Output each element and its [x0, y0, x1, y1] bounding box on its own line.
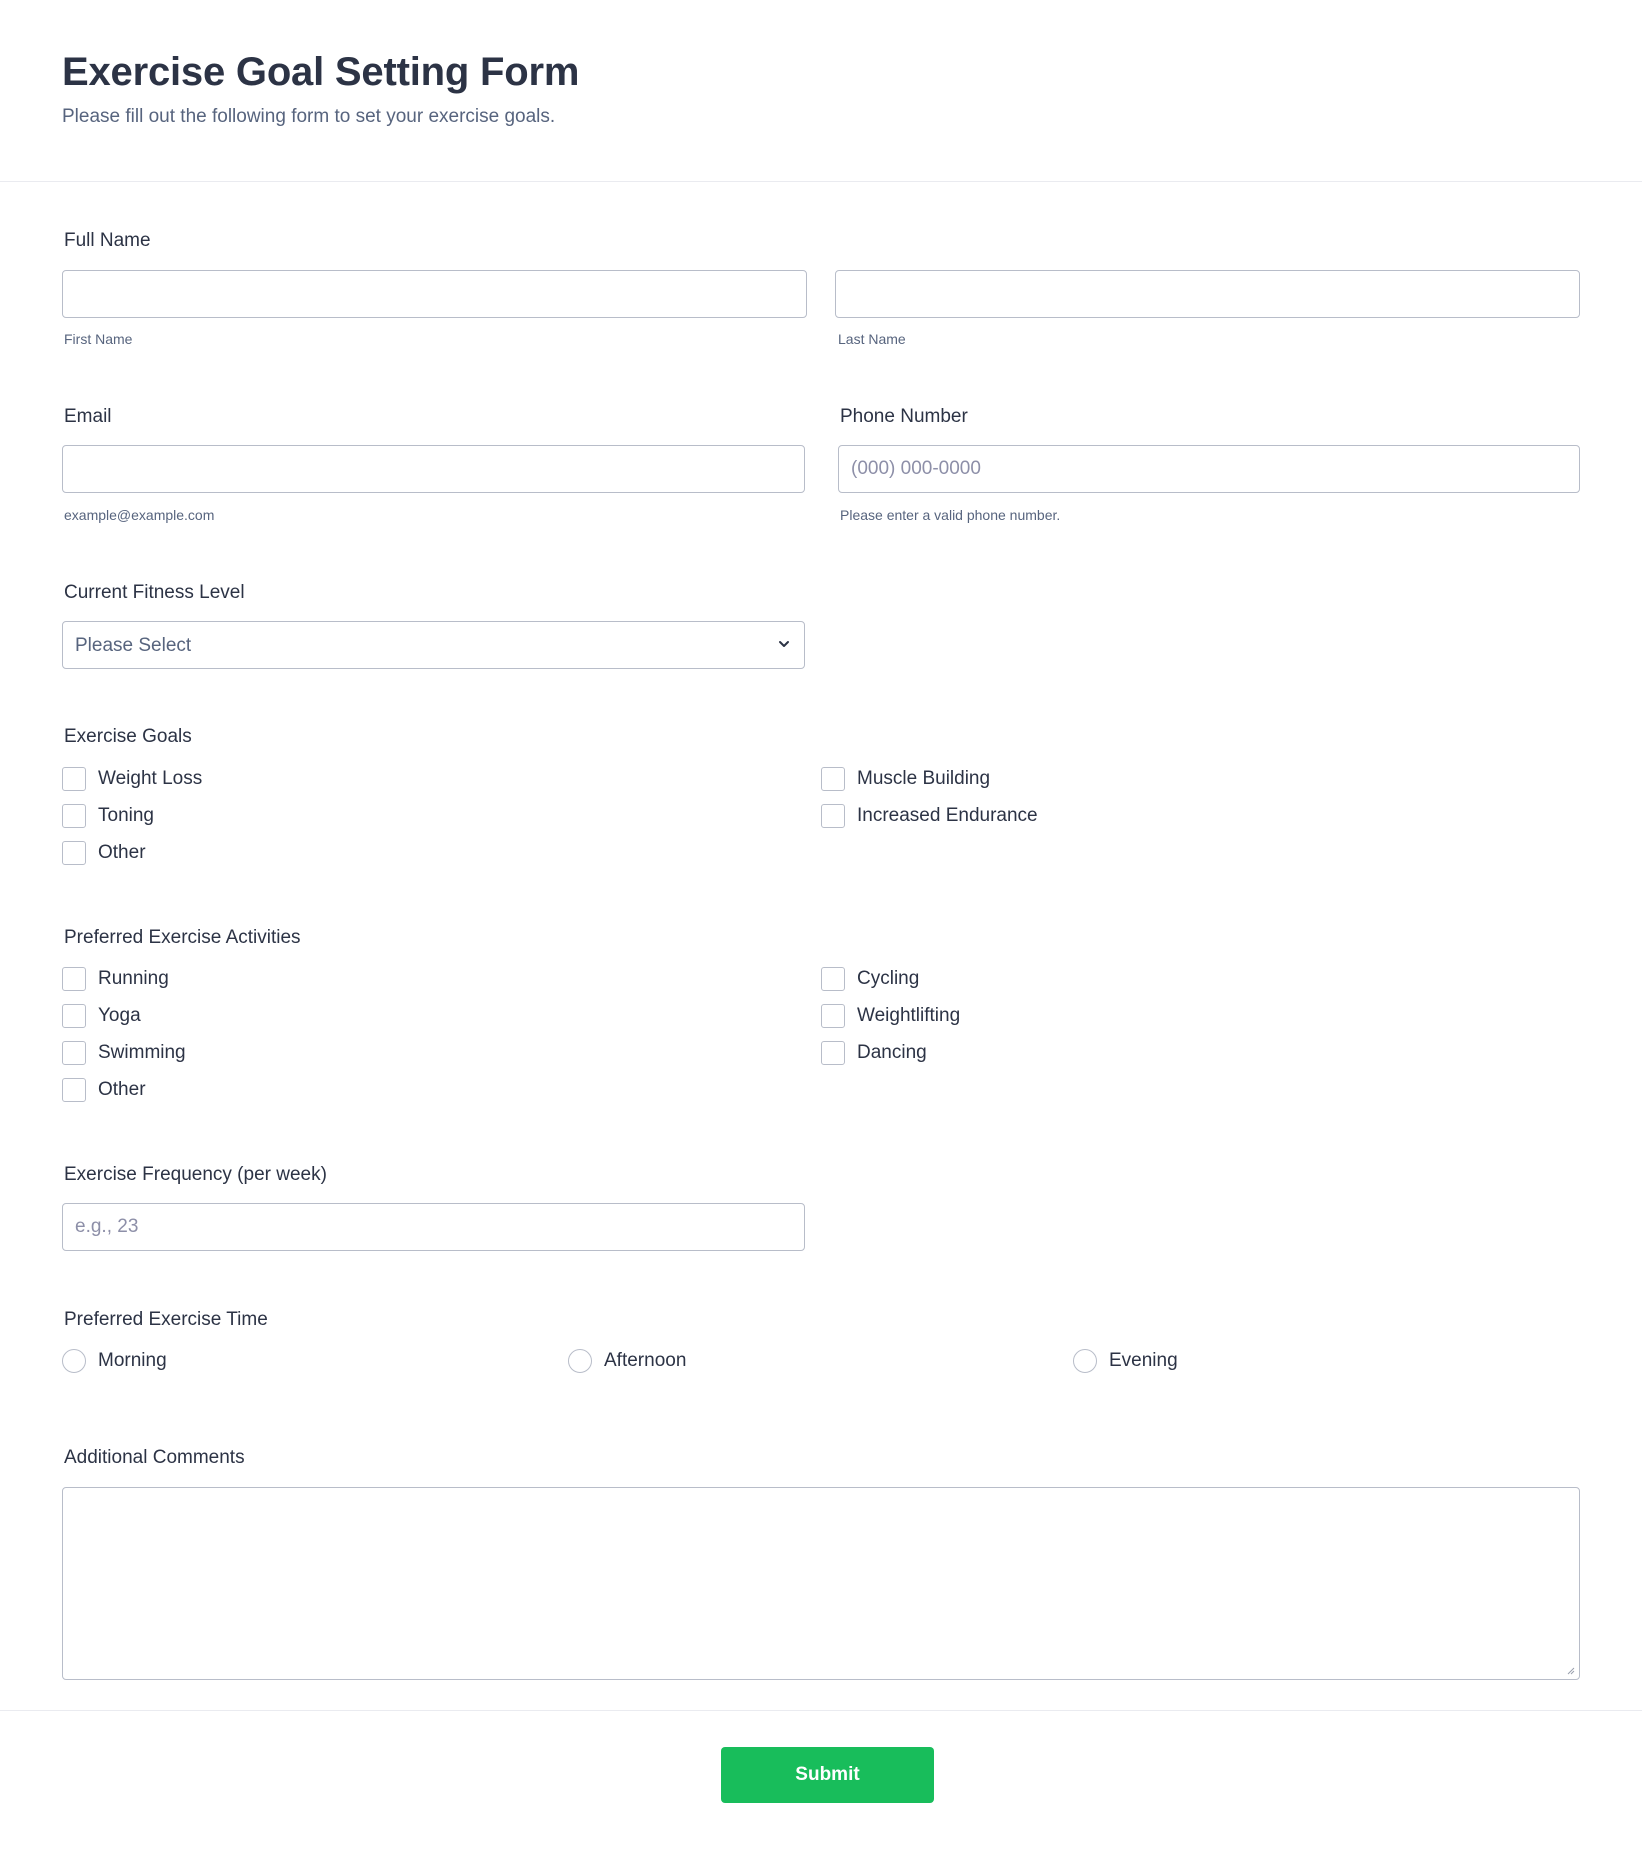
last-name-input[interactable]	[835, 270, 1580, 318]
fitness-level-select[interactable]	[62, 621, 805, 669]
footer-divider	[0, 1710, 1642, 1711]
time-option-afternoon[interactable]	[568, 1348, 686, 1374]
submit-button[interactable]: Submit	[721, 1747, 934, 1803]
time-option-label: Morning	[98, 1350, 167, 1371]
activity-checkbox-yoga[interactable]	[62, 1004, 86, 1028]
comments-textarea[interactable]	[62, 1487, 1580, 1680]
goal-option-increased-endurance[interactable]	[821, 803, 1038, 829]
email-input[interactable]	[62, 445, 805, 493]
activity-checkbox-cycling[interactable]	[821, 967, 845, 991]
activity-option-yoga[interactable]	[62, 1003, 141, 1029]
activity-option-weightlifting[interactable]	[821, 1003, 960, 1029]
activity-checkbox-dancing[interactable]	[821, 1041, 845, 1065]
frequency-input[interactable]	[62, 1203, 805, 1251]
form-subtitle: Please fill out the following form to set your exercise goals.	[62, 106, 556, 127]
activities-label: Preferred Exercise Activities	[64, 927, 301, 948]
activity-checkbox-swimming[interactable]	[62, 1041, 86, 1065]
goal-option-label: Weight Loss	[98, 768, 203, 789]
full-name-label: Full Name	[64, 230, 151, 251]
first-name-sublabel: First Name	[64, 331, 133, 347]
fitness-level-selected-value: Please Select	[75, 635, 192, 656]
form-title: Exercise Goal Setting Form	[62, 50, 580, 94]
time-radio-afternoon[interactable]	[568, 1349, 592, 1373]
time-option-label: Evening	[1109, 1350, 1178, 1371]
fitness-level-label: Current Fitness Level	[64, 582, 245, 603]
activity-option-label: Yoga	[98, 1005, 141, 1026]
time-radio-morning[interactable]	[62, 1349, 86, 1373]
email-sublabel: example@example.com	[64, 507, 215, 523]
goal-option-other[interactable]	[62, 840, 146, 866]
exercise-goals-label: Exercise Goals	[64, 726, 192, 747]
goal-option-label: Other	[98, 842, 146, 863]
activity-option-label: Swimming	[98, 1042, 186, 1063]
phone-input[interactable]	[838, 445, 1580, 493]
goal-checkbox-increased-endurance[interactable]	[821, 804, 845, 828]
activity-option-dancing[interactable]	[821, 1040, 927, 1066]
phone-sublabel: Please enter a valid phone number.	[840, 507, 1061, 523]
goal-option-label: Muscle Building	[857, 768, 991, 789]
goal-checkbox-weight-loss[interactable]	[62, 767, 86, 791]
activity-option-label: Cycling	[857, 968, 920, 989]
activity-option-label: Running	[98, 968, 169, 989]
goal-checkbox-other[interactable]	[62, 841, 86, 865]
form-header	[0, 0, 1642, 182]
activity-option-cycling[interactable]	[821, 966, 919, 992]
time-radio-evening[interactable]	[1073, 1349, 1097, 1373]
goal-option-label: Increased Endurance	[857, 805, 1038, 826]
goal-option-muscle-building[interactable]	[821, 766, 990, 792]
time-option-label: Afternoon	[604, 1350, 687, 1371]
goal-option-label: Toning	[98, 805, 154, 826]
activity-option-other[interactable]	[62, 1077, 146, 1103]
goal-option-toning[interactable]	[62, 803, 154, 829]
activity-option-swimming[interactable]	[62, 1040, 186, 1066]
activity-option-label: Weightlifting	[857, 1005, 961, 1026]
activity-checkbox-running[interactable]	[62, 967, 86, 991]
activity-option-label: Dancing	[857, 1042, 927, 1063]
time-option-morning[interactable]	[62, 1348, 167, 1374]
goal-checkbox-muscle-building[interactable]	[821, 767, 845, 791]
activity-checkbox-weightlifting[interactable]	[821, 1004, 845, 1028]
comments-label: Additional Comments	[64, 1447, 245, 1468]
last-name-sublabel: Last Name	[838, 331, 906, 347]
activity-checkbox-other[interactable]	[62, 1078, 86, 1102]
email-label: Email	[64, 406, 112, 427]
activity-option-running[interactable]	[62, 966, 169, 992]
exercise-time-label: Preferred Exercise Time	[64, 1309, 268, 1330]
goal-option-weight-loss[interactable]	[62, 766, 202, 792]
time-option-evening[interactable]	[1073, 1348, 1178, 1374]
chevron-down-icon	[776, 636, 792, 652]
resize-handle-icon[interactable]	[1565, 1665, 1575, 1675]
phone-label: Phone Number	[840, 406, 968, 427]
activity-option-label: Other	[98, 1079, 146, 1100]
first-name-input[interactable]	[62, 270, 807, 318]
goal-checkbox-toning[interactable]	[62, 804, 86, 828]
frequency-label: Exercise Frequency (per week)	[64, 1164, 327, 1185]
